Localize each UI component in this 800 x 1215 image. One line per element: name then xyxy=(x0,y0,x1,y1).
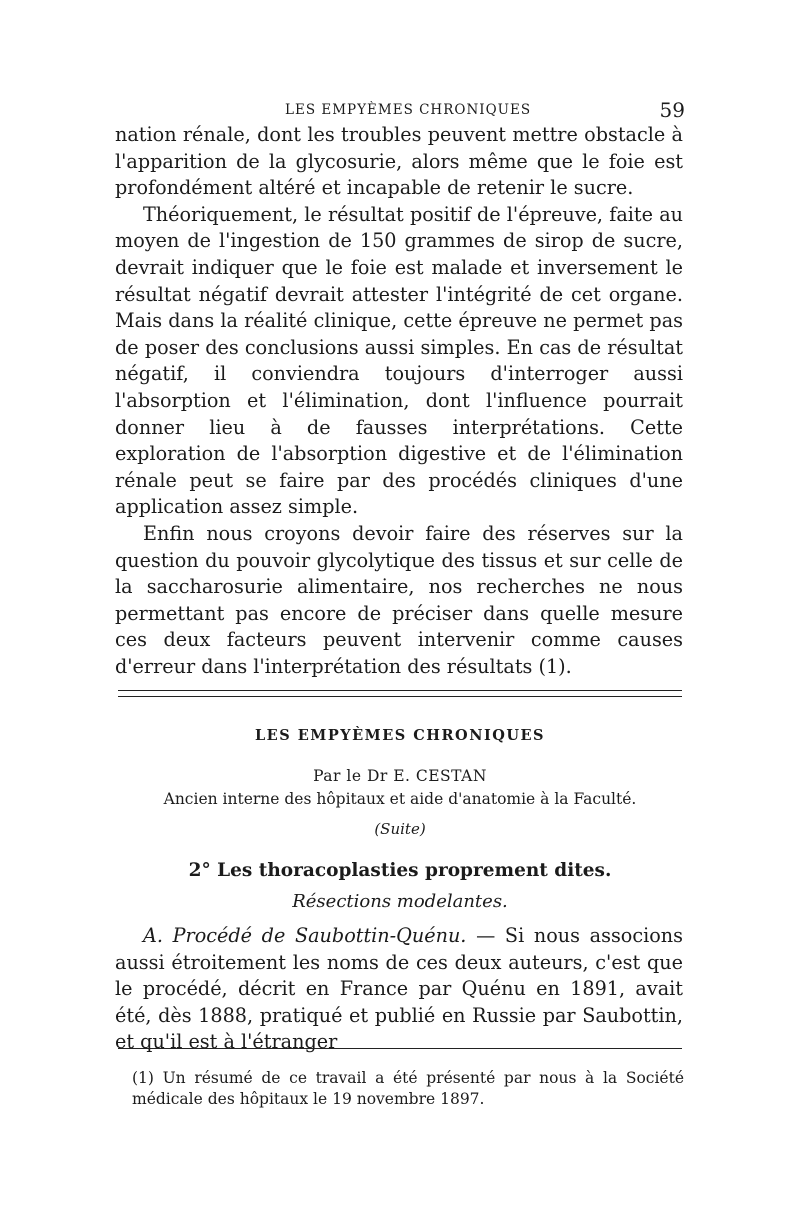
paragraph: nation rénale, dont les troubles peuvent mettre obstacle à l'apparition de la glycosurie, alors même que le foie est profondément altéré et incapable de retenir le sucre. xyxy=(115,123,683,200)
page-number: 59 xyxy=(659,98,685,122)
subsection-heading: Résections modelantes. xyxy=(292,891,508,912)
section-heading: 2° Les thoracoplasties proprement dites. xyxy=(188,860,612,881)
paragraph: Théoriquement, le résultat positif de l'épreuve, faite au moyen de l'ingestion de 150 grammes de sirop de sucre, devrait indiquer que le foie est malade et inversement le résultat négatif devrait attester l'intégrité de cet organe. Mais dans la réalité clinique, cette épreuve ne permet pas de poser des conclusions aussi simples. En cas de résultat négatif, il conviendra toujours d'interroger aussi l'absorption et l'élimination, dont l'influence pourrait donner lieu à de fausses interprétations. Cette exploration de l'absorption digestive et de l'élimination rénale peut se faire par des procédés cliniques d'une application assez simple. xyxy=(115,202,683,519)
article-title: LES EMPYÈMES CHRONIQUES xyxy=(254,727,546,744)
continuation-note: (Suite) xyxy=(374,820,426,838)
running-head xyxy=(115,100,685,124)
paragraph xyxy=(115,923,683,1056)
previous-article-text xyxy=(115,122,683,680)
paragraph-body: — Si nous associons aussi étroitement les noms de ces deux auteurs, c'est que le procédé, décrit en France par Quénu en 1891, avait été, dès 1888, pratiqué et publié en Russie par Saubottin, et qu'il est à l'étranger xyxy=(115,924,683,1054)
footnote-rule xyxy=(118,1048,682,1049)
footnote: (1) Un résumé de ce travail a été présenté par nous à la Société médicale des hôpitaux le 19 novembre 1897. xyxy=(132,1069,684,1108)
paragraph-label: A. Procédé de Saubottin-Quénu. xyxy=(143,924,467,947)
author-affiliation: Ancien interne des hôpitaux et aide d'anatomie à la Faculté. xyxy=(163,790,637,808)
paragraph: Enfin nous croyons devoir faire des réserves sur la question du pouvoir glycolytique des tissus et sur celle de la saccharosurie alimentaire, nos recherches ne nous permettant pas encore de préciser dans quelle mesure ces deux facteurs peuvent intervenir comme causes d'erreur dans l'interprétation des résultats (1). xyxy=(115,521,683,678)
article-body-text xyxy=(115,923,683,1056)
section-divider-rule xyxy=(118,690,682,697)
running-title: LES EMPYÈMES CHRONIQUES xyxy=(285,102,532,118)
article-author: Par le Dr E. CESTAN xyxy=(313,767,487,785)
